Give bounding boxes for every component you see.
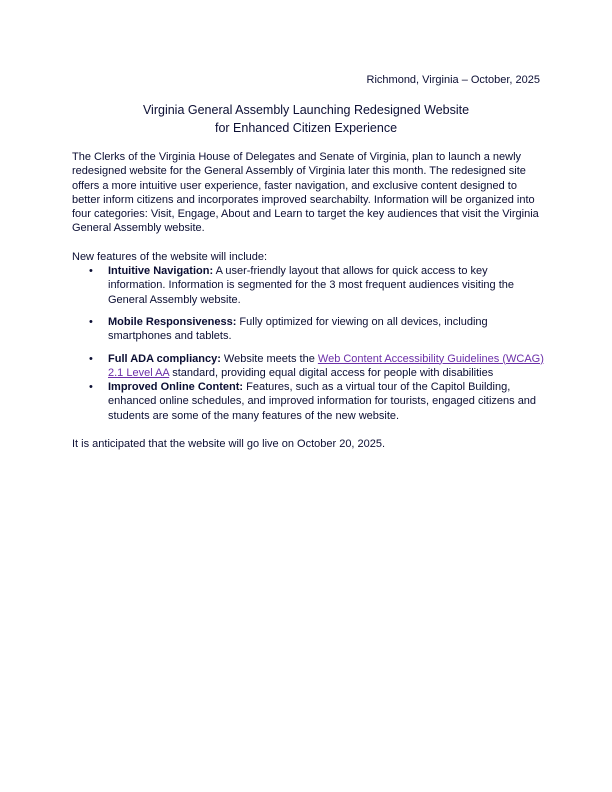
list-item <box>72 315 544 344</box>
feature-text: Website meets the <box>220 352 318 365</box>
feature-heading: Intuitive Navigation: <box>108 265 214 278</box>
bullet-icon: • <box>89 352 93 365</box>
bullet-icon: • <box>89 265 93 278</box>
feature-heading: Mobile Responsiveness: <box>108 315 237 328</box>
list-item <box>72 380 544 423</box>
feature-text: standard, providing equal digital access for people with disabilities <box>169 366 494 379</box>
title-line-2: for Enhanced Citizen Experience <box>214 121 398 135</box>
feature-text: Features, such as a virtual tour of the Capitol Building, enhanced online schedules, and improved information for tourists, engaged citizens and students are some of the many features of the new website. <box>108 381 537 422</box>
title-line-1: Virginia General Assembly Launching Redesigned Website <box>142 103 470 117</box>
intro-paragraph: The Clerks of the Virginia House of Delegates and Senate of Virginia, plan to launch a newly redesigned website for the General Assembly of Virginia later this month. The redesigned site offers a more intuitive user experience, faster navigation, and exclusive content designed to better inform citizens and incorporates improved searchabilty. Information will be organized into four categories: Visit, Engage, About and Learn to target the key audiences that visit the Virginia General Assembly website. <box>72 151 539 235</box>
feature-heading: Improved Online Content: <box>108 381 244 394</box>
wcag-guidelines-link[interactable]: Web Content Accessibility Guidelines (WCAG) 2.1 Level AA <box>108 352 544 379</box>
body-content <box>72 150 544 451</box>
list-item <box>72 352 544 381</box>
closing-paragraph: It is anticipated that the website will go live on October 20, 2025. <box>72 438 386 451</box>
feature-text: A user-friendly layout that allows for quick access to key information. Information is segmented for the 3 most frequent audiences visiting the General Assembly website. <box>108 265 514 306</box>
feature-heading: Full ADA compliancy: <box>108 352 221 365</box>
features-lead: New features of the website will include: <box>72 250 268 263</box>
list-item <box>72 264 544 307</box>
bullet-icon: • <box>89 381 93 394</box>
press-release-title <box>0 101 612 137</box>
features-list <box>72 264 544 423</box>
dateline: Richmond, Virginia – October, 2025 <box>366 74 540 86</box>
feature-text: Fully optimized for viewing on all devices, including smartphones and tablets. <box>108 315 488 343</box>
bullet-icon: • <box>89 315 93 328</box>
